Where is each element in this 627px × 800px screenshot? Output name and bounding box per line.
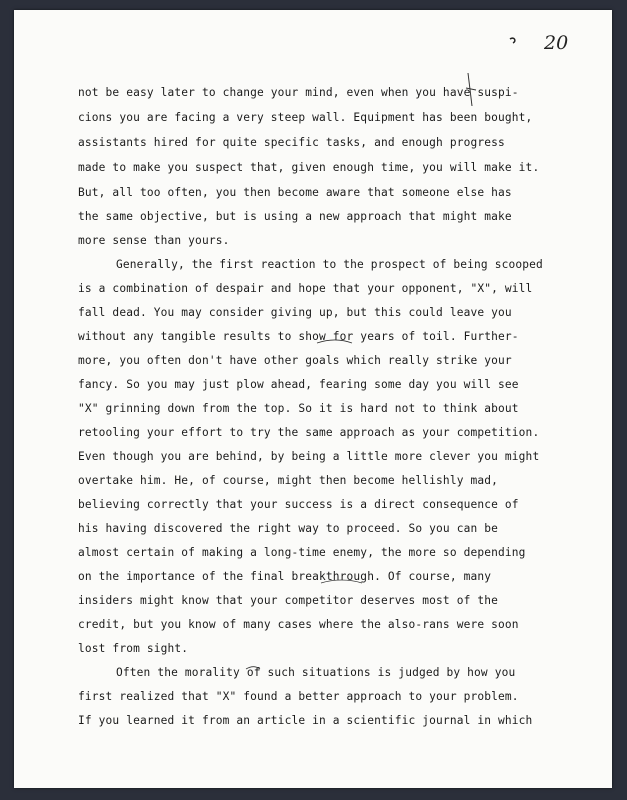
text-line: If you learned it from an article in a scientific journal in which [78,714,533,727]
text-line: believing correctly that your success is a direct consequence of [78,498,519,511]
text-line: cions you are facing a very steep wall. Equipment has been bought, [78,111,533,124]
text-line: his having discovered the right way to proceed. So you can be [78,522,499,535]
text-line: lost from sight. [78,642,189,655]
text-line: retooling your effort to try the same approach as your competition. [78,426,540,439]
text-line: insiders might know that your competitor deserves most of the [78,594,499,607]
text-line: without any tangible results to show for years of toil. Further- [78,330,519,343]
text-line: credit, but you know of many cases where the also-rans were soon [78,618,519,631]
document-page [14,10,612,788]
text-line: assistants hired for quite specific tasks, and enough progress [78,136,505,149]
text-line: Often the morality of such situations is judged by how you [116,666,516,679]
page-number: 20 [544,32,569,54]
text-line: Even though you are behind, by being a little more clever you might [78,450,540,463]
text-line: made to make you suspect that, given enough time, you will make it. [78,161,540,174]
text-line: Generally, the first reaction to the prospect of being scooped [116,258,543,271]
text-line: fancy. So you may just plow ahead, fearing some day you will see [78,378,519,391]
text-line: But, all too often, you then become aware that someone else has [78,186,512,199]
text-line: almost certain of making a long-time enemy, the more so depending [78,546,526,559]
text-line: on the importance of the final breakthrough. Of course, many [78,570,492,583]
text-line: is a combination of despair and hope that your opponent, "X", will [78,282,533,295]
text-line: "X" grinning down from the top. So it is hard not to think about [78,402,519,415]
text-line: more sense than yours. [78,234,230,247]
editorial-marks [14,10,612,788]
text-line: overtake him. He, of course, might then become hellishly mad, [78,474,499,487]
text-line: more, you often don't have other goals which really strike your [78,354,512,367]
text-line: the same objective, but is using a new approach that might make [78,210,512,223]
text-line: first realized that "X" found a better approach to your problem. [78,690,519,703]
text-line: fall dead. You may consider giving up, but this could leave you [78,306,512,319]
text-line: not be easy later to change your mind, even when you have suspi- [78,86,519,99]
